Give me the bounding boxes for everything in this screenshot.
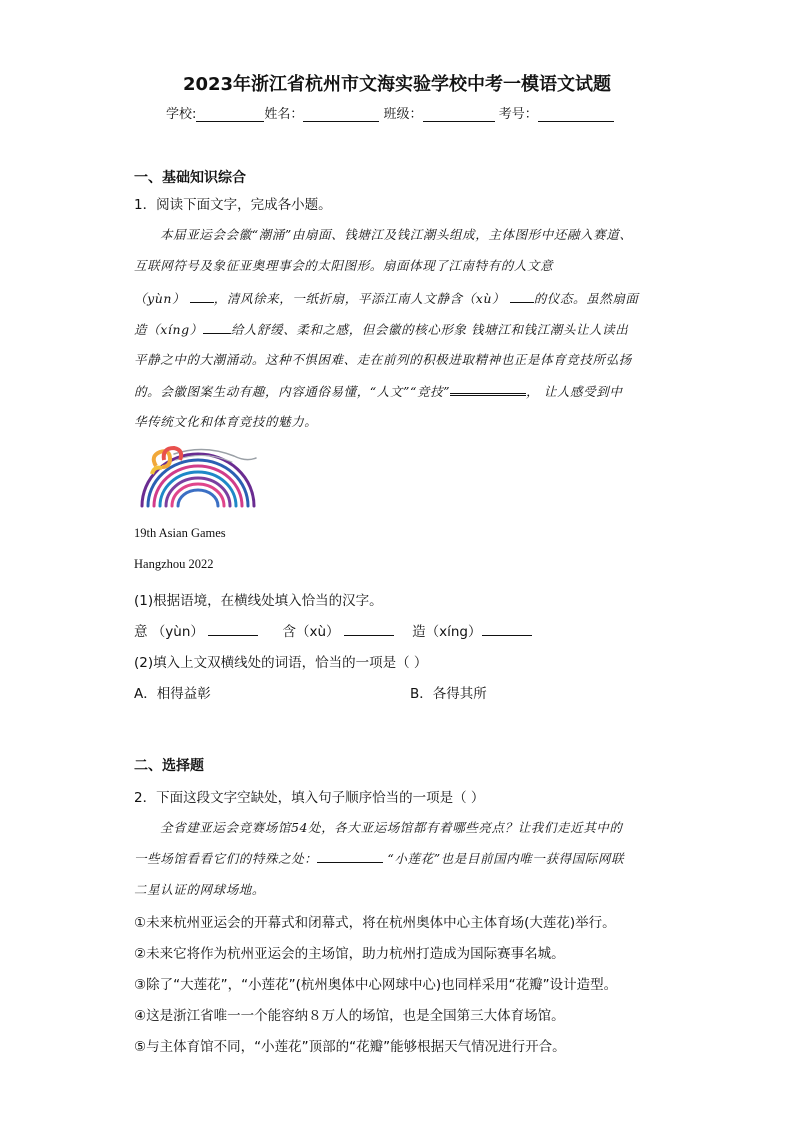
question-1: 1．阅读下面文字，完成各小题。 [134, 197, 332, 213]
sentence-2: ②未来它将作为杭州亚运会的主场馆，助力杭州打造成为国际赛事名城。 [134, 946, 565, 962]
page-title: 2023年浙江省杭州市文海实验学校中考一模语文试题 [182, 74, 612, 95]
fill-blank-xing[interactable] [482, 623, 532, 636]
id-blank[interactable] [538, 107, 614, 122]
school-label: 学校: [166, 107, 197, 122]
fill-label-xu: 含（xù） [282, 624, 340, 640]
passage2-line-3: 二星认证的网球场地。 [134, 882, 266, 897]
fill-blank-yun[interactable] [208, 623, 258, 636]
passage-line-7: 华传统文化和体育竞技的魅力。 [134, 414, 318, 429]
section2-heading: 二、选择题 [134, 758, 204, 774]
logo-caption-1: 19th Asian Games [134, 526, 226, 540]
passage-text: 的。会徽图案生动有趣，内容通俗易懂，“人文”“竞技” [134, 384, 451, 399]
sub-question-1: (1)根据语境，在横线处填入恰当的汉字。 [134, 593, 383, 609]
fill-blank-xu[interactable] [344, 623, 394, 636]
passage-line-1: 本届亚运会会徽“潮涌”由扇面、钱塘江及钱江潮头组成，主体图形中还融入赛道、 [160, 227, 633, 242]
sentence-3: ③除了“大莲花”，“小莲花”(杭州奥体中心网球中心)也同样采用“花瓣”设计造型。 [134, 977, 618, 993]
option-a[interactable]: A．相得益彰 [134, 686, 211, 702]
sentence-1: ①未来杭州亚运会的开幕式和闭幕式，将在杭州奥体中心主体育场(大莲花)举行。 [134, 915, 616, 931]
blank-yun[interactable] [190, 290, 214, 303]
passage2-line-1: 全省建亚运会竞赛场馆54处，各大亚运场馆都有着哪些亮点？让我们走近其中的 [160, 820, 623, 835]
passage-text: 给人舒缓、柔和之感，但会徽的核心形象 钱塘江和钱江潮头让人读出 [230, 322, 629, 337]
blank-xu[interactable] [510, 290, 534, 303]
sub-question-2: (2)填入上文双横线处的词语，恰当的一项是（ ） [134, 655, 428, 671]
question-2: 2．下面这段文字空缺处，填入句子顺序恰当的一项是（ ） [134, 790, 485, 806]
fill-label-yun: 意 （yùn） [134, 624, 204, 640]
option-b[interactable]: B．各得其所 [410, 686, 487, 702]
passage-line-6 [134, 381, 622, 400]
passage-line-2: 互联网符号及象征亚奥理事会的太阳图形。扇面体现了江南特有的人文意 [134, 258, 554, 273]
class-label: 班级： [383, 107, 423, 122]
student-info-line [166, 103, 614, 122]
class-blank[interactable] [423, 107, 495, 122]
double-blank[interactable] [450, 381, 526, 396]
name-blank[interactable] [303, 107, 379, 122]
passage2-blank[interactable] [317, 850, 383, 863]
passage-text: 的仪态。虽然扇面 [533, 291, 639, 306]
passage-line-5: 平静之中的大潮涌动。这种不惧困难、走在前列的积极进取精神也正是体育竞技所弘扬 [134, 352, 632, 367]
passage-text: 一些场馆看看它们的特殊之处： [134, 851, 318, 866]
id-label: 考号： [498, 107, 538, 122]
passage-line-4 [134, 320, 628, 338]
pinyin-yun: （yùn） [134, 291, 186, 306]
fill-in-line [134, 620, 532, 640]
sentence-4: ④这是浙江省唯一一个能容纳８万人的场馆，也是全国第三大体育场馆。 [134, 1008, 565, 1024]
fill-label-xing: 造（xíng） [412, 624, 482, 640]
passage2-line-2 [134, 849, 624, 867]
passage-text: ，清风徐来，一纸折扇，平添江南人文静含（xù） [213, 291, 506, 306]
school-blank[interactable] [196, 107, 264, 122]
sentence-5: ⑤与主体育馆不同，“小莲花”顶部的“花瓣”能够根据天气情况进行开合。 [134, 1039, 566, 1055]
passage-text: “小莲花”也是目前国内唯一获得国际网联 [387, 851, 625, 866]
pinyin-xing: 造（xíng） [134, 322, 203, 337]
section1-heading: 一、基础知识综合 [134, 170, 246, 186]
passage-line-3 [134, 289, 639, 307]
asian-games-logo [134, 440, 264, 515]
blank-xing[interactable] [203, 321, 231, 334]
passage-text: ， 让人感受到中 [526, 384, 623, 399]
name-label: 姓名： [264, 107, 304, 122]
logo-caption-2: Hangzhou 2022 [134, 557, 214, 571]
